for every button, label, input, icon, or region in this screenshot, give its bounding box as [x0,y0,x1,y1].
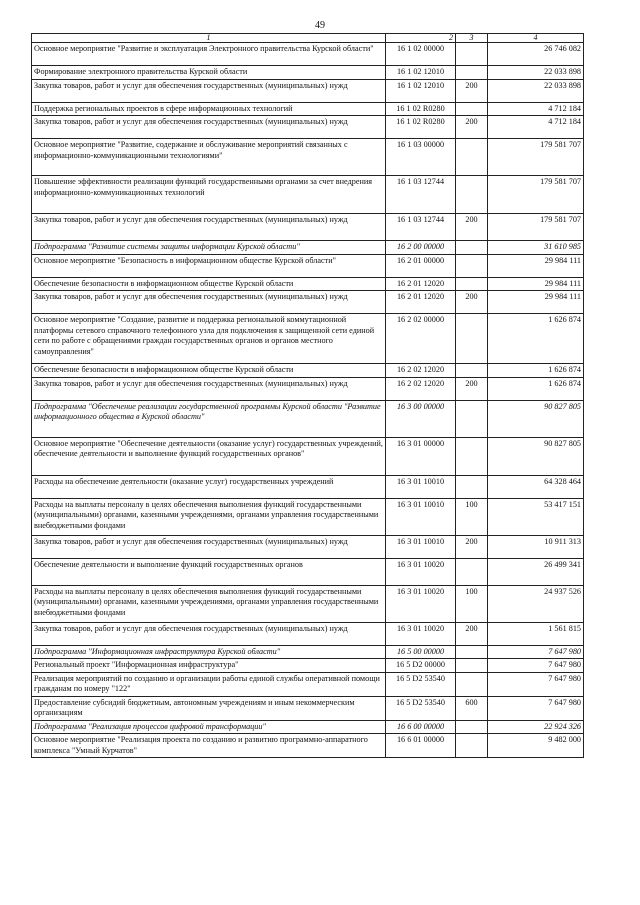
row-code-cell: 16 1 02 00000 [386,43,456,66]
row-code-cell: 16 2 02 12020 [386,364,456,378]
table-row [32,585,584,622]
table-row [32,437,584,475]
row-code-cell: 16 3 01 10020 [386,585,456,622]
row-type-cell [456,734,488,758]
table-row [32,498,584,535]
table-row [32,291,584,314]
row-type-cell: 100 [456,498,488,535]
row-name-cell: Формирование электронного правительства Курской области [32,66,386,80]
row-name-cell: Основное мероприятие "Создание, развитие и поддержка региональной коммутационной платформы сетевого справочного телефонного узла для подключения к защищенной сети единой сети по работе с обращениями граждан государственных органов и органов местного самоуправления" [32,314,386,364]
table-row [32,475,584,498]
row-amount-cell: 29 984 111 [488,291,584,314]
row-amount-cell: 26 499 341 [488,558,584,585]
row-type-cell: 200 [456,377,488,400]
page-number: 49 [315,20,325,31]
row-amount-cell: 22 924 326 [488,720,584,734]
row-amount-cell: 4 712 184 [488,102,584,116]
table-row [32,43,584,66]
row-type-cell [456,254,488,277]
row-type-cell [456,314,488,364]
row-name-cell: Обеспечение безопасности в информационном обществе Курской области [32,277,386,291]
row-type-cell [456,66,488,80]
row-name-cell: Предоставление субсидий бюджетным, автономным учреждениям и иным некоммерческим организациям [32,696,386,720]
row-code-cell: 16 1 02 12010 [386,66,456,80]
row-type-cell: 200 [456,116,488,139]
row-code-cell: 16 6 01 00000 [386,734,456,758]
table-row [32,116,584,139]
row-type-cell [456,241,488,255]
row-name-cell: Подпрограмма "Обеспечение реализации государственной программы Курской области "Развитие информационного общества в Курской области" [32,400,386,437]
row-amount-cell: 179 581 707 [488,214,584,241]
row-code-cell: 16 5 D2 53540 [386,696,456,720]
row-type-cell [456,139,488,176]
row-code-cell: 16 1 03 12744 [386,214,456,241]
row-code-cell: 16 3 01 10020 [386,622,456,645]
row-amount-cell: 22 033 898 [488,66,584,80]
row-code-cell: 16 5 D2 00000 [386,659,456,673]
row-amount-cell: 22 033 898 [488,79,584,102]
row-type-cell [456,102,488,116]
table-row [32,672,584,696]
row-type-cell: 600 [456,696,488,720]
row-amount-cell: 7 647 980 [488,645,584,659]
table-row [32,720,584,734]
row-name-cell: Закупка товаров, работ и услуг для обеспечения государственных (муниципальных) нужд [32,116,386,139]
row-type-cell [456,720,488,734]
row-amount-cell: 26 746 082 [488,43,584,66]
row-name-cell: Расходы на обеспечение деятельности (оказание услуг) государственных учреждений [32,475,386,498]
row-type-cell [456,659,488,673]
row-name-cell: Основное мероприятие "Обеспечение деятельности (оказание услуг) государственных учреждений, обеспечение деятельности и выполнение функций государственных органов" [32,437,386,475]
table-body [32,43,584,758]
row-code-cell: 16 3 01 10010 [386,498,456,535]
row-name-cell: Подпрограмма "Реализация процессов цифровой трансформации" [32,720,386,734]
table-row [32,79,584,102]
row-type-cell: 200 [456,622,488,645]
table-row [32,277,584,291]
row-type-cell [456,43,488,66]
row-amount-cell: 90 827 805 [488,437,584,475]
table-row [32,176,584,214]
row-amount-cell: 10 911 313 [488,535,584,558]
row-type-cell [456,176,488,214]
row-type-cell: 200 [456,535,488,558]
row-amount-cell: 1 626 874 [488,364,584,378]
row-amount-cell: 90 827 805 [488,400,584,437]
column-header-type: 3 [456,34,488,43]
row-name-cell: Закупка товаров, работ и услуг для обеспечения государственных (муниципальных) нужд [32,377,386,400]
row-name-cell: Обеспечение деятельности и выполнение функций государственных органов [32,558,386,585]
table-row [32,364,584,378]
row-name-cell: Региональный проект "Информационная инфраструктура" [32,659,386,673]
table-row [32,734,584,758]
table-row [32,102,584,116]
row-code-cell: 16 3 01 10010 [386,535,456,558]
row-type-cell [456,475,488,498]
row-name-cell: Расходы на выплаты персоналу в целях обеспечения выполнения функций государственными (муниципальными) органами, казенными учреждениями, органами управления государственными внебюджетными фондами [32,585,386,622]
row-type-cell [456,645,488,659]
row-name-cell: Закупка товаров, работ и услуг для обеспечения государственных (муниципальных) нужд [32,291,386,314]
row-name-cell: Повышение эффективности реализации функций государственными органами за счет внедрения информационно-коммуникационных технологий [32,176,386,214]
row-amount-cell: 4 712 184 [488,116,584,139]
row-name-cell: Закупка товаров, работ и услуг для обеспечения государственных (муниципальных) нужд [32,535,386,558]
row-code-cell: 16 1 02 R0280 [386,102,456,116]
row-name-cell: Закупка товаров, работ и услуг для обеспечения государственных (муниципальных) нужд [32,214,386,241]
row-amount-cell: 31 610 985 [488,241,584,255]
table-row [32,558,584,585]
column-header-name: 1 [32,34,386,43]
row-code-cell: 16 3 01 10020 [386,558,456,585]
table-row [32,214,584,241]
row-name-cell: Обеспечение безопасности в информационном обществе Курской области [32,364,386,378]
table-header-row [32,34,584,43]
row-amount-cell: 1 561 815 [488,622,584,645]
row-name-cell: Подпрограмма "Развитие системы защиты информации Курской области" [32,241,386,255]
row-code-cell: 16 1 02 R0280 [386,116,456,139]
row-name-cell: Основное мероприятие "Безопасность в информационном обществе Курской области" [32,254,386,277]
column-header-code: 2 [386,34,456,43]
row-type-cell: 200 [456,79,488,102]
row-code-cell: 16 2 02 00000 [386,314,456,364]
table-row [32,645,584,659]
row-code-cell: 16 6 00 00000 [386,720,456,734]
row-type-cell: 100 [456,585,488,622]
row-type-cell: 200 [456,214,488,241]
row-code-cell: 16 3 00 00000 [386,400,456,437]
row-amount-cell: 29 984 111 [488,277,584,291]
row-amount-cell: 7 647 980 [488,696,584,720]
table-row [32,535,584,558]
row-code-cell: 16 1 03 12744 [386,176,456,214]
row-name-cell: Основное мероприятие "Развитие, содержание и обслуживание мероприятий связанных с информационно-коммуникационными технологиями" [32,139,386,176]
row-name-cell: Реализация мероприятий по созданию и организации работы единой службы оперативной помощи гражданам по номеру "122" [32,672,386,696]
table-row [32,254,584,277]
row-type-cell [456,400,488,437]
row-code-cell: 16 2 02 12020 [386,377,456,400]
row-name-cell: Закупка товаров, работ и услуг для обеспечения государственных (муниципальных) нужд [32,79,386,102]
table-row [32,400,584,437]
row-amount-cell: 64 328 464 [488,475,584,498]
row-amount-cell: 7 647 980 [488,659,584,673]
row-amount-cell: 179 581 707 [488,139,584,176]
row-type-cell [456,437,488,475]
row-amount-cell: 53 417 151 [488,498,584,535]
table-row [32,622,584,645]
row-type-cell [456,558,488,585]
row-code-cell: 16 2 01 00000 [386,254,456,277]
row-code-cell: 16 2 01 12020 [386,291,456,314]
row-name-cell: Поддержка региональных проектов в сфере информационных технологий [32,102,386,116]
row-code-cell: 16 1 03 00000 [386,139,456,176]
row-code-cell: 16 2 00 00000 [386,241,456,255]
row-code-cell: 16 3 01 00000 [386,437,456,475]
table-row [32,314,584,364]
row-name-cell: Основное мероприятие "Развитие и эксплуатация Электронного правительства Курской области" [32,43,386,66]
row-code-cell: 16 5 D2 53540 [386,672,456,696]
row-name-cell: Подпрограмма "Информационная инфраструктура Курской области" [32,645,386,659]
row-name-cell: Основное мероприятие "Реализация проекта по созданию и развитию программно-аппаратного комплекса "Умный Курчатов" [32,734,386,758]
table-row [32,377,584,400]
row-code-cell: 16 3 01 10010 [386,475,456,498]
table-row [32,696,584,720]
table-row [32,66,584,80]
table-row [32,659,584,673]
row-code-cell: 16 2 01 12020 [386,277,456,291]
table-row [32,241,584,255]
row-amount-cell: 1 626 874 [488,377,584,400]
row-type-cell [456,364,488,378]
row-amount-cell: 9 482 000 [488,734,584,758]
row-amount-cell: 24 937 526 [488,585,584,622]
table-row [32,139,584,176]
row-amount-cell: 7 647 980 [488,672,584,696]
row-type-cell [456,672,488,696]
budget-table [31,33,584,758]
row-amount-cell: 179 581 707 [488,176,584,214]
row-type-cell [456,277,488,291]
row-code-cell: 16 5 00 00000 [386,645,456,659]
row-name-cell: Закупка товаров, работ и услуг для обеспечения государственных (муниципальных) нужд [32,622,386,645]
column-header-amount: 4 [488,34,584,43]
row-amount-cell: 29 984 111 [488,254,584,277]
row-type-cell: 200 [456,291,488,314]
row-amount-cell: 1 626 874 [488,314,584,364]
row-name-cell: Расходы на выплаты персоналу в целях обеспечения выполнения функций государственными (муниципальными) органами, казенными учреждениями, органами управления государственными внебюджетными фондами [32,498,386,535]
row-code-cell: 16 1 02 12010 [386,79,456,102]
